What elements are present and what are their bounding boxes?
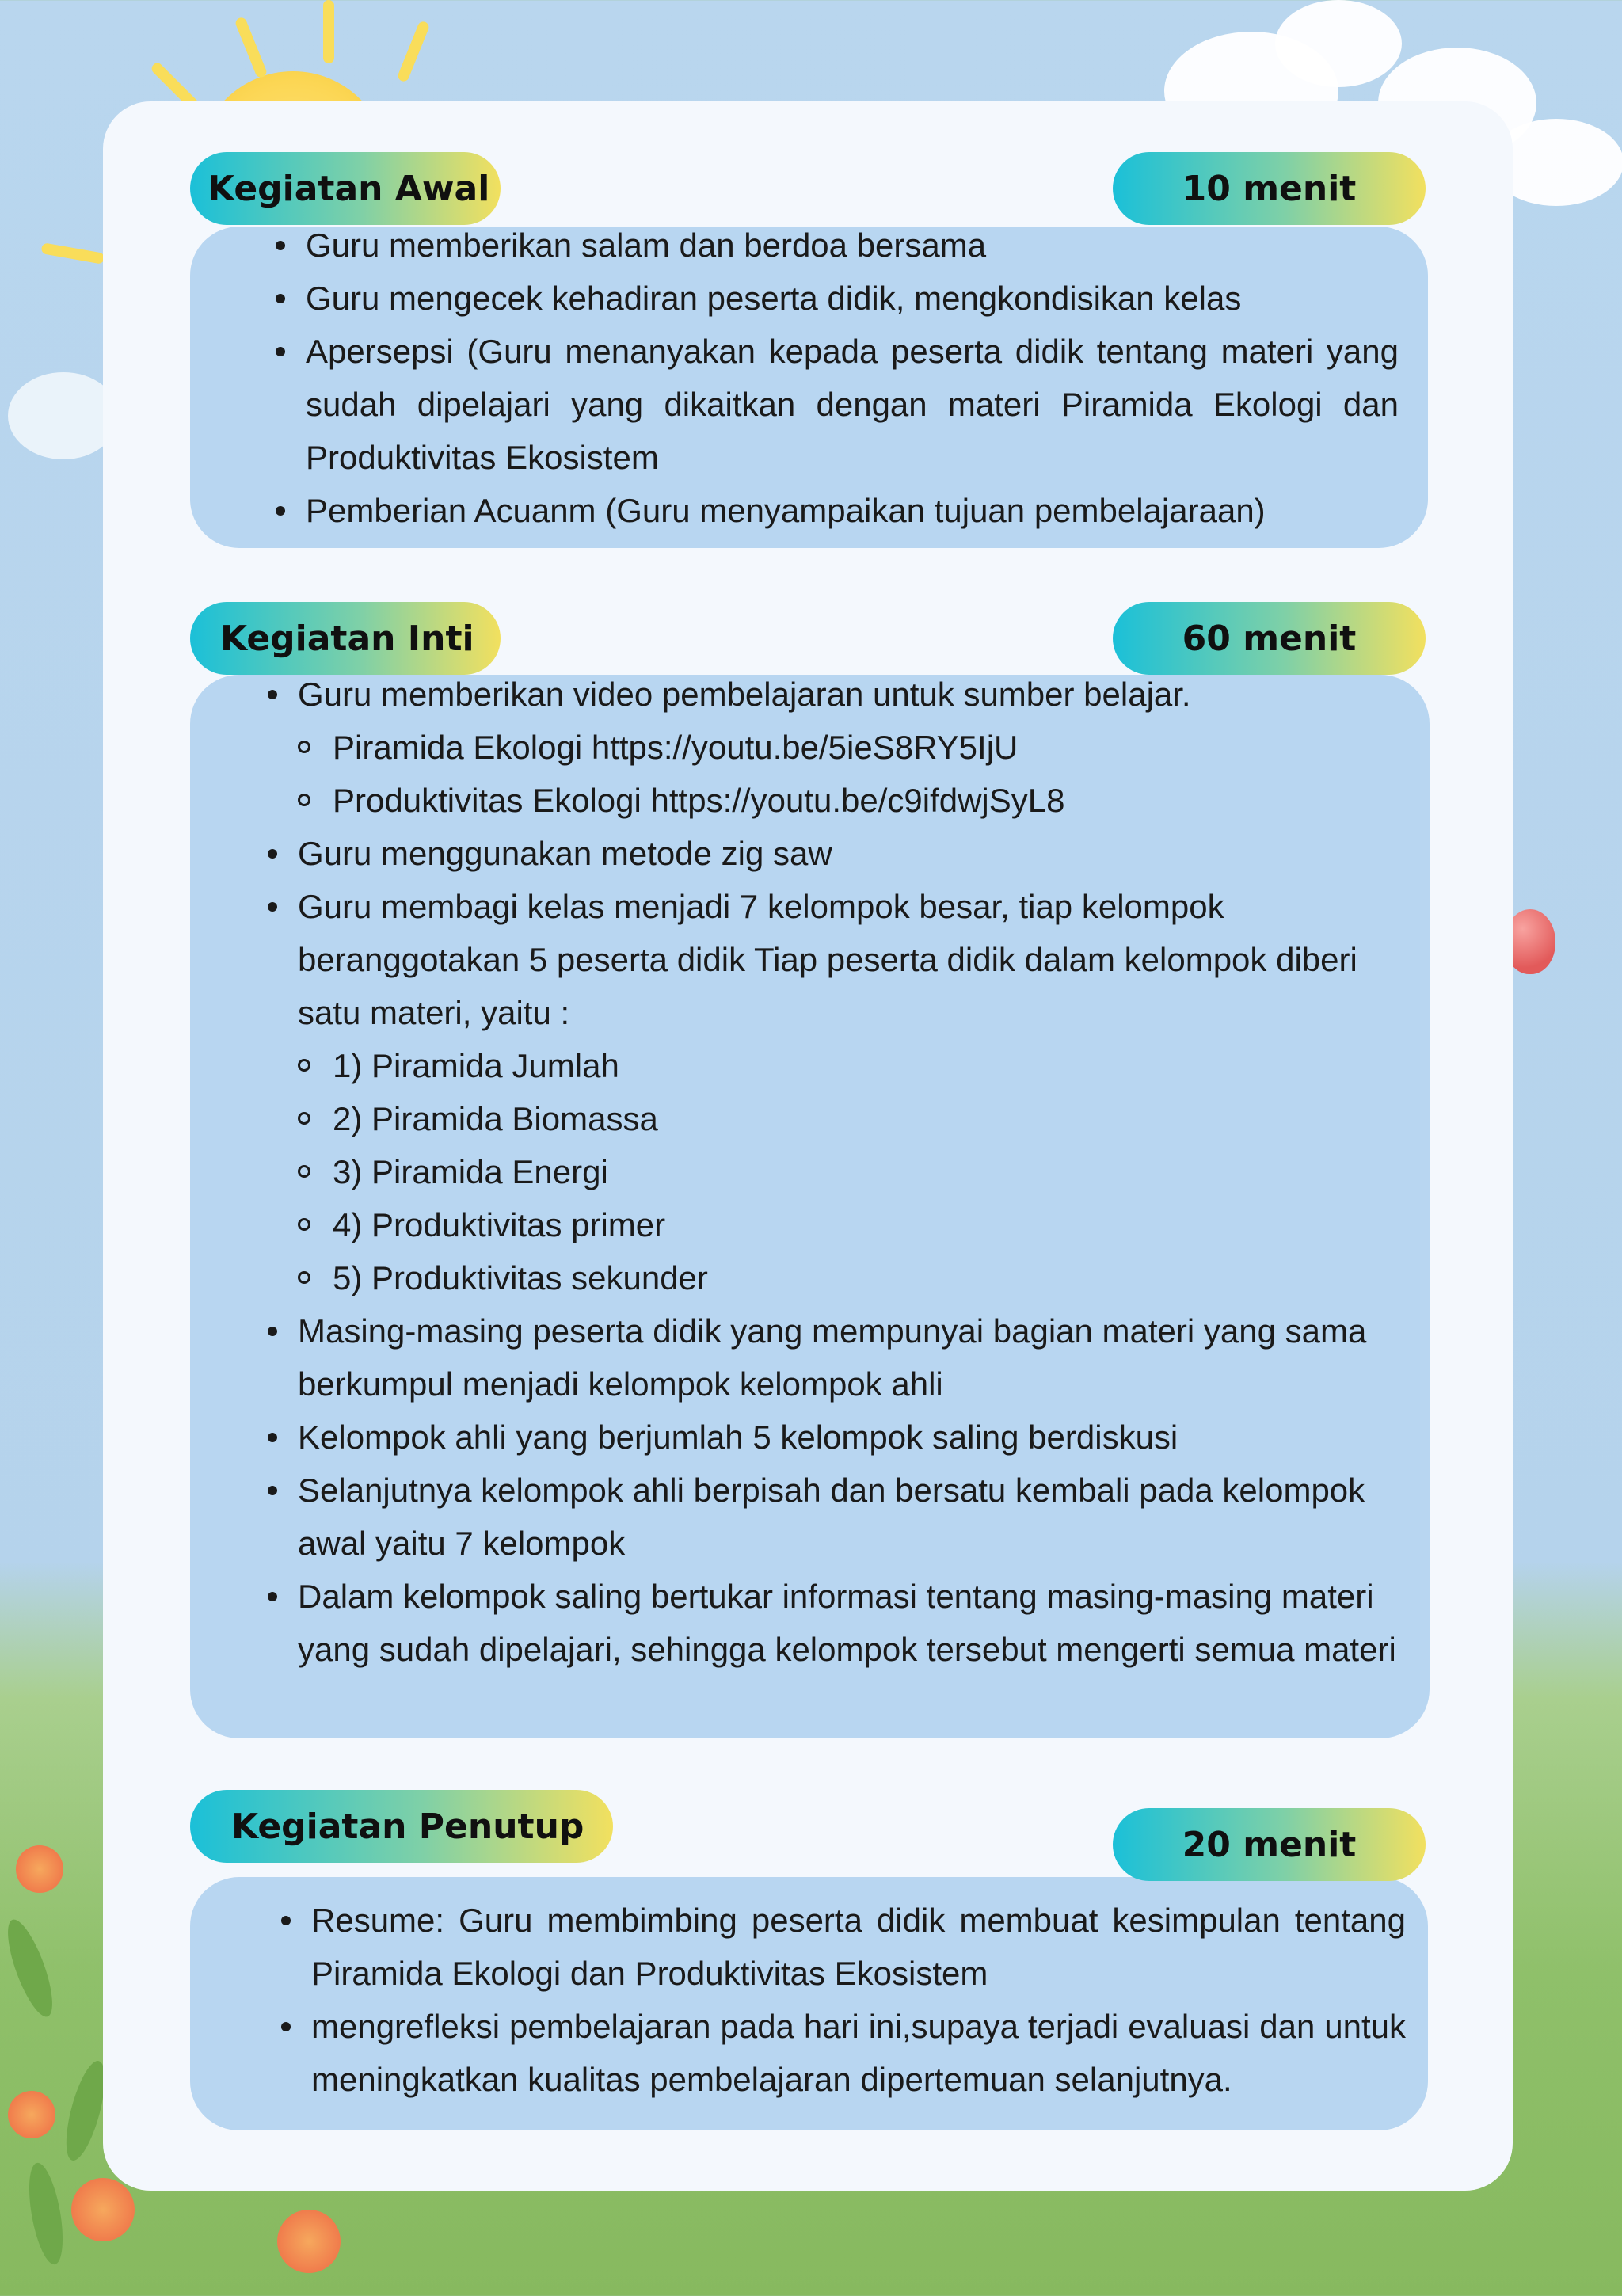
sun-ray	[323, 0, 334, 63]
flower-illustration	[8, 2091, 55, 2138]
section-inti-title: Kegiatan Inti	[190, 602, 501, 675]
list-subitem: 2) Piramida Biomassa	[268, 1092, 1408, 1145]
sun-ray	[40, 242, 105, 265]
list-item: Guru memberikan video pembelajaran untuk sumber belajar.	[268, 668, 1408, 721]
list-subitem: 5) Produktivitas sekunder	[268, 1251, 1408, 1304]
list-item: Dalam kelompok saling bertukar informasi tentang masing-masing materi yang sudah dipelajari, sehingga kelompok tersebut mengerti semua materi	[268, 1570, 1408, 1676]
cloud-illustration	[8, 372, 119, 459]
list-item: Guru membagi kelas menjadi 7 kelompok besar, tiap kelompok beranggotakan 5 peserta didik Tiap peserta didik dalam kelompok diberi satu materi, yaitu :	[268, 880, 1408, 1039]
list-item: Apersepsi (Guru menanyakan kepada peserta didik tentang materi yang sudah dipelajari yang dikaitkan dengan materi Piramida Ekologi dan Produktivitas Ekosistem	[276, 325, 1399, 484]
section-penutup-list	[281, 1894, 1406, 2106]
list-item: mengrefleksi pembelajaran pada hari ini,supaya terjadi evaluasi dan untuk meningkatkan kualitas pembelajaran dipertemuan selanjutnya.	[281, 2000, 1406, 2106]
list-item: Guru menggunakan metode zig saw	[268, 827, 1408, 880]
list-subitem: 1) Piramida Jumlah	[268, 1039, 1408, 1092]
list-subitem: 3) Piramida Energi	[268, 1145, 1408, 1198]
sun-ray	[234, 16, 268, 78]
list-item: Resume: Guru membimbing peserta didik membuat kesimpulan tentang Piramida Ekologi dan Produktivitas Ekosistem	[281, 1894, 1406, 2000]
list-item: Kelompok ahli yang berjumlah 5 kelompok saling berdiskusi	[268, 1411, 1408, 1464]
section-penutup-title: Kegiatan Penutup	[190, 1790, 613, 1863]
section-awal-list	[276, 219, 1399, 537]
section-awal-title: Kegiatan Awal	[190, 152, 501, 225]
section-inti-time: 60 menit	[1113, 602, 1426, 675]
list-subitem: Piramida Ekologi https://youtu.be/5ieS8RY5IjU	[268, 721, 1408, 774]
list-subitem: Produktivitas Ekologi https://youtu.be/c9ifdwjSyL8	[268, 774, 1408, 827]
list-item: Masing-masing peserta didik yang mempunyai bagian materi yang sama berkumpul menjadi kelompok kelompok ahli	[268, 1304, 1408, 1411]
list-item: Guru memberikan salam dan berdoa bersama	[276, 219, 1399, 272]
flower-illustration	[16, 1845, 63, 1893]
section-awal-time: 10 menit	[1113, 152, 1426, 225]
list-subitem: 4) Produktivitas primer	[268, 1198, 1408, 1251]
leaf-illustration	[0, 1915, 61, 2021]
flower-illustration	[277, 2210, 341, 2273]
list-item: Selanjutnya kelompok ahli berpisah dan bersatu kembali pada kelompok awal yaitu 7 kelompok	[268, 1464, 1408, 1570]
section-inti-list	[268, 668, 1408, 1676]
flower-illustration	[71, 2178, 135, 2241]
leaf-illustration	[23, 2161, 69, 2267]
list-item: Pemberian Acuanm (Guru menyampaikan tujuan pembelajaraan)	[276, 484, 1399, 537]
list-item: Guru mengecek kehadiran peserta didik, mengkondisikan kelas	[276, 272, 1399, 325]
sun-ray	[397, 20, 431, 82]
section-penutup-time: 20 menit	[1113, 1808, 1426, 1881]
